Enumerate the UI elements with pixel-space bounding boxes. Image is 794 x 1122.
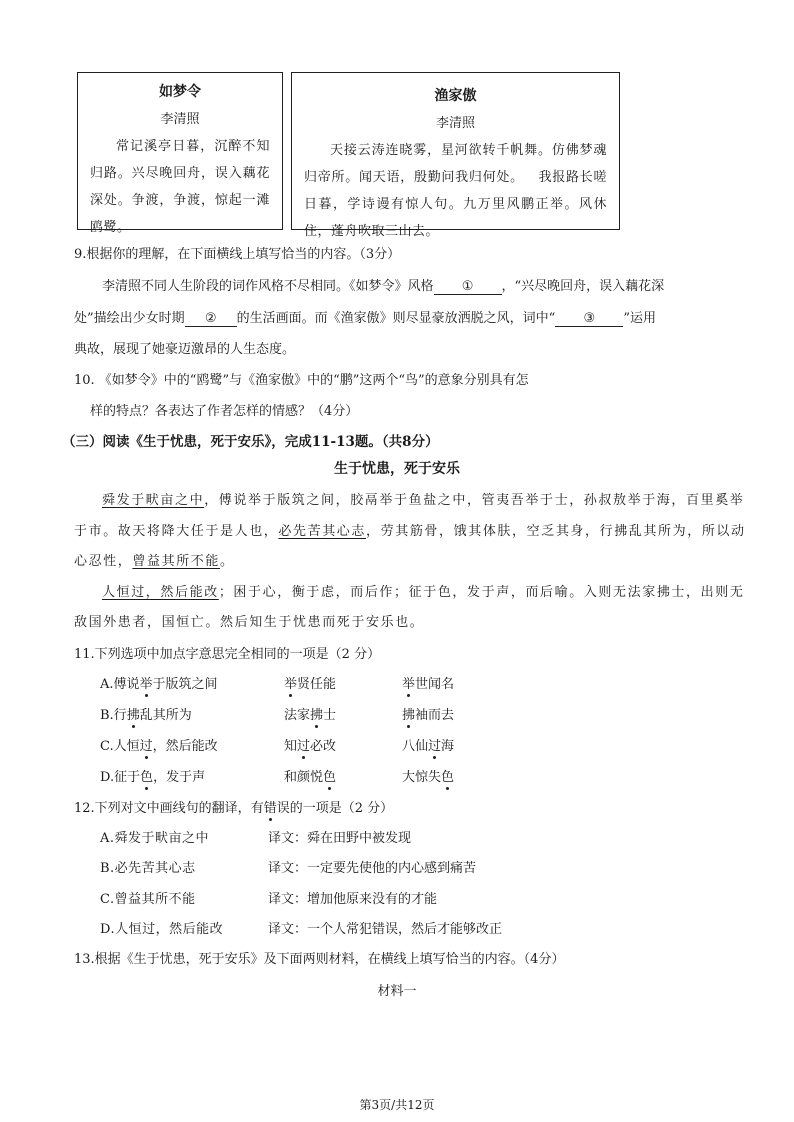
text: 的一项是（2 分）: [289, 801, 394, 816]
question-10-line1: 10. 《如梦令》中的“鸥鹭”与《渔家傲》中的“鹏”这两个“鸟”的意象分别具有怎: [74, 373, 529, 388]
poem-body: 常记溪亭日暮，沉醉不知归路。兴尽晚回舟，误入藕花深处。争渡，争渡，惊起一滩鸥鹭。: [90, 139, 270, 235]
passage-p1-l1: [102, 489, 744, 508]
blank-2: ②: [185, 311, 237, 327]
material-1-heading: 材料一: [377, 984, 417, 999]
dotted-char: 拂: [126, 708, 140, 723]
q12-option-d-tr: 译文：一个人常犯错误，然后才能够改正: [268, 922, 503, 937]
q11-option-b-col3: [402, 704, 454, 723]
text: A.傅说: [100, 677, 140, 692]
question-10-line2: 样的特点？各表达了作者怎样的情感？（4分）: [90, 404, 359, 419]
text: 心忍性，: [74, 554, 133, 569]
dotted-char: 过: [297, 739, 311, 754]
question-12-stem: [74, 797, 393, 816]
text: 世闻名: [415, 677, 455, 692]
q12-option-c-src: C.曾益其所不能: [100, 892, 196, 907]
text: ”运用: [623, 311, 656, 326]
passage-p1-l2: [74, 520, 746, 539]
passage-p2-l1: [102, 581, 744, 600]
poem-author: 李清照: [435, 116, 475, 131]
text: 和颜悦: [284, 770, 324, 785]
question-9-line2: [74, 307, 656, 327]
section-3-heading: （三）阅读《生于忧患，死于安乐》，完成11-13题。（共8分）: [62, 434, 439, 450]
text: 12.下列对文中画线句的翻译，: [74, 801, 251, 816]
dotted-char: 拂: [310, 708, 324, 723]
q11-option-c-col3: [402, 735, 454, 754]
poem-author: 李清照: [160, 112, 200, 127]
q11-option-d-col3: [402, 766, 454, 785]
text: 士: [323, 708, 337, 723]
question-13-stem: 13.根据《生于忧患，死于安乐》及下面两则材料，在横线上填写恰当的内容。（4分）: [74, 952, 565, 967]
text: 乱其所为: [139, 708, 192, 723]
underlined-sentence: 舜发于畎亩之中: [102, 493, 205, 508]
text: 大惊失: [402, 770, 442, 785]
q12-option-c-tr: 译文：增加他原来没有的才能: [268, 892, 438, 907]
underlined-sentence: 曾益其所不能: [132, 554, 221, 569]
underlined-sentence: 必先苦其心志: [278, 524, 367, 539]
q11-option-a: [100, 673, 218, 692]
text: ；困于心，衡于虑，而后作；征于色，发于声，而后喻。入则无法家拂士，出则无: [218, 585, 745, 600]
passage-title: 生于忧患，死于安乐: [334, 461, 460, 477]
poem-title: 渔家傲: [434, 88, 477, 104]
text: 贤任能: [297, 677, 337, 692]
page-number: 第3页/共12页: [359, 1098, 435, 1112]
poem-box-yujiaao: [291, 72, 620, 239]
text: 。: [220, 554, 235, 569]
text: ，“兴尽晚回舟，误入藕花深: [501, 279, 665, 294]
dotted-char: 色: [441, 770, 455, 785]
text: C.人恒: [100, 739, 140, 754]
text: D.征于: [100, 770, 141, 785]
q12-option-a-tr: 译文：舜在田野中被发现: [268, 831, 412, 846]
q11-option-c-col2: [284, 735, 336, 754]
emphasis-dots: [251, 801, 290, 816]
text: B.行: [100, 708, 127, 723]
dotted-char: 过: [139, 739, 153, 754]
q11-option-c: [100, 735, 218, 754]
underlined-sentence: 人恒过，然后能改: [102, 585, 219, 600]
q12-option-b-tr: 译文：一定要先使他的内心感到痛苦: [268, 861, 477, 876]
dotted-text: 有错误: [250, 801, 290, 816]
poem-box-rumengling: [77, 72, 283, 235]
dotted-char: 举: [402, 677, 416, 692]
q11-option-a-col3: [402, 673, 454, 692]
dotted-char: 过: [428, 739, 442, 754]
dotted-char: 举: [139, 677, 153, 692]
q12-option-a-src: A.舜发于畎亩之中: [100, 831, 210, 846]
question-9-line3: 典故，展现了她豪迈激昂的人生态度。: [74, 342, 296, 357]
text: 于版筑之间: [152, 677, 218, 692]
passage-p1-l3: [74, 550, 235, 569]
text: ，然后能改: [152, 739, 218, 754]
q12-option-d-src: D.人恒过，然后能改: [100, 922, 224, 937]
text: 八仙: [402, 739, 429, 754]
text: 处”描绘出少女时期: [74, 311, 185, 326]
text: ，发于声: [153, 770, 206, 785]
q11-option-b-col2: [284, 704, 336, 723]
q11-option-d-col2: [284, 766, 336, 785]
poem-title: 如梦令: [159, 84, 201, 100]
text: ，傅说举于版筑之间，胶鬲举于鱼盐之中，管夷吾举于士，孙叔敖举于海，百里奚举: [204, 493, 745, 508]
text: 法家: [284, 708, 311, 723]
text: 于市。故天将降大任于是人也，: [74, 524, 279, 539]
q11-option-b: [100, 704, 192, 723]
question-11-stem: 11.下列选项中加点字意思完全相同的一项是（2 分）: [74, 647, 381, 662]
text: 知: [284, 739, 298, 754]
poem-body: 天接云涛连晓雾，星河欲转千帆舞。仿佛梦魂归帝所。闻天语，殷勤问我归何处。 我报路长嗟日暮，学诗谩有惊人句。九万里风鹏正举。风休住，蓬舟吹取三山去。: [304, 143, 607, 239]
q12-option-b-src: B.必先苦其心志: [100, 861, 196, 876]
passage-p2-l2: 敌国外患者，国恒亡。然后知生于忧患而死于安乐也。: [74, 615, 425, 630]
question-9-line1: [102, 275, 664, 295]
dotted-char: 拂: [402, 708, 416, 723]
text: 的生活画面。而《渔家傲》则尽显豪放洒脱之风，词中“: [236, 311, 556, 326]
q11-option-d: [100, 766, 205, 785]
question-9-stem: 9.根据你的理解，在下面横线上填写恰当的内容。（3分）: [74, 247, 401, 262]
blank-3: ③: [555, 311, 623, 327]
text: 袖而去: [415, 708, 455, 723]
text: 海: [441, 739, 455, 754]
dotted-char: 色: [140, 770, 154, 785]
dotted-char: 色: [323, 770, 337, 785]
text: 李清照不同人生阶段的词作风格不尽相同。《如梦令》风格: [102, 279, 434, 294]
dotted-char: 举: [284, 677, 298, 692]
q11-option-a-col2: [284, 673, 336, 692]
text: ，劳其筋骨，饿其体肤，空乏其身，行拂乱其所为，所以动: [366, 524, 746, 539]
blank-1: ①: [434, 279, 502, 295]
text: 必改: [310, 739, 337, 754]
